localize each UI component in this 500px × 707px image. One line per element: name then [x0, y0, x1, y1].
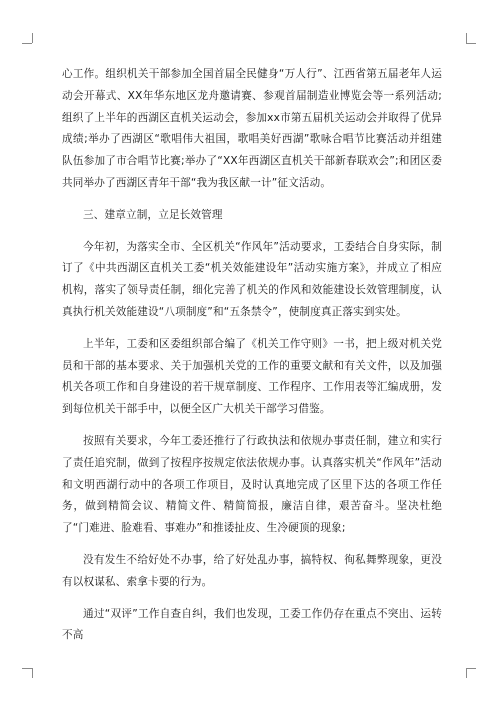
crop-mark-top-right-v: [466, 33, 467, 43]
crop-mark-top-left-h: [22, 43, 32, 44]
paragraph-no-misconduct: 没有发生不给好处不办事，给了好处乱办事，搞特权、徇私舞弊现象，更没有以权谋私、索拿卡要的行为。: [62, 553, 442, 588]
section-heading: 三、建章立制，立足长效管理: [83, 208, 223, 221]
crop-mark-top-right-h: [466, 43, 476, 44]
paragraph-self-inspection: 通过“双评”工作自查自纠，我们也发现，工委工作仍存在重点不突出、运转不高: [62, 607, 442, 642]
crop-mark-bottom-right-v: [466, 668, 467, 678]
crop-mark-top-left-v: [32, 33, 33, 43]
crop-mark-bottom-right-h: [466, 668, 476, 669]
paragraph-implementation-plan: 今年初，为落实全市、全区机关“作风年”活动要求，工委结合自身实际，制订了《中共西湖区直机关工委“机关效能建设年”活动实施方案》，并成立了相应机构，落实了领导责任制，细化完善了机关的作风和效能建设长效管理制度，认真执行机关效能建设“八项制度”和“五条禁令”，使制度真正落实到实处。: [62, 240, 442, 318]
crop-mark-bottom-left-h: [22, 668, 32, 669]
paragraph-work-rules-book: 上半年，工委和区委组织部合编了《机关工作守则》一书，把上级对机关党员和干部的基本要求、关于加强机关党的工作的重要文献和有关文件，以及加强机关各项工作和自身建设的若干规章制度、工作程序、工作用表等汇编成册，发到每位机关干部手中，以便全区广大机关干部学习借鉴。: [62, 337, 442, 416]
document-body: [62, 64, 442, 647]
paragraph-activities-continued: 心工作。组织机关干部参加全国首届全民健身“万人行”、江西省第五届老年人运动会开幕式、XX年华东地区龙舟邀请赛、参观首届制造业博览会等一系列活动;组织了上半年的西湖区直机关运动会，参加xx市第五届机关运动会并取得了优异成绩;举办了西湖区“歌唱伟大祖国，歌唱美好西湖”歌咏合唱节比赛活动并组建队伍参加了市合唱节比赛;举办了“XX年西湖区直机关干部新春联欢会”;和团区委共同举办了西湖区青年干部“我为我区献一计”征文活动。: [62, 68, 442, 189]
paragraph-responsibility-system: 按照有关要求，今年工委还推行了行政执法和依规办事责任制，建立和实行了责任追究制，做到了按程序按规定依法依规办事。认真落实机关“作风年”活动和文明西湖行动中的各项工作项目，及时认真地完成了区里下达的各项工作任务，做到精简会议、精简文件、精简简报，廉洁自律，艰苦奋斗。坚决杜绝了“门难进、脸难看、事难办”和推诿扯皮、生冷硬顶的现象;: [62, 434, 442, 535]
crop-mark-bottom-left-v: [32, 668, 33, 678]
